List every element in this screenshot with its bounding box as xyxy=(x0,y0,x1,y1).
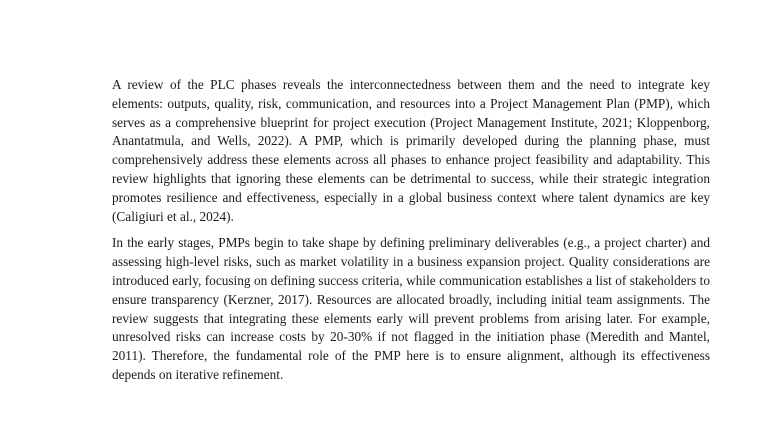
paragraph-plc-review: A review of the PLC phases reveals the interconnectedness between them and the need to integrate key elements: outputs, quality, risk, communication, and resources into a Project Management Plan (PMP), which serves as a comprehensive blueprint for project execution (Project Management Institute, 2021; Kloppenborg, Anantatmula, and Wells, 2022). A PMP, which is primarily developed during the planning phase, must comprehensively address these elements across all phases to enhance project feasibility and adaptability. This review highlights that ignoring these elements can be detrimental to success, while their strategic integration promotes resilience and effectiveness, especially in a global business context where talent dynamics are key (Caligiuri et al., 2024). xyxy=(112,77,710,224)
paragraph-early-stages: In the early stages, PMPs begin to take shape by defining preliminary deliverables (e.g., a project charter) and assessing high-level risks, such as market volatility in a business expansion project. Quality considerations are introduced early, focusing on defining success criteria, while communication establishes a list of stakeholders to ensure transparency (Kerzner, 2017). Resources are allocated broadly, including initial team assignments. The review suggests that integrating these elements early will prevent problems from arising later. For example, unresolved risks can increase costs by 20-30% if not flagged in the initiation phase (Meredith and Mantel, 2011). Therefore, the fundamental role of the PMP here is to ensure alignment, although its effectiveness depends on iterative refinement. xyxy=(112,235,710,382)
document-body xyxy=(112,76,710,385)
